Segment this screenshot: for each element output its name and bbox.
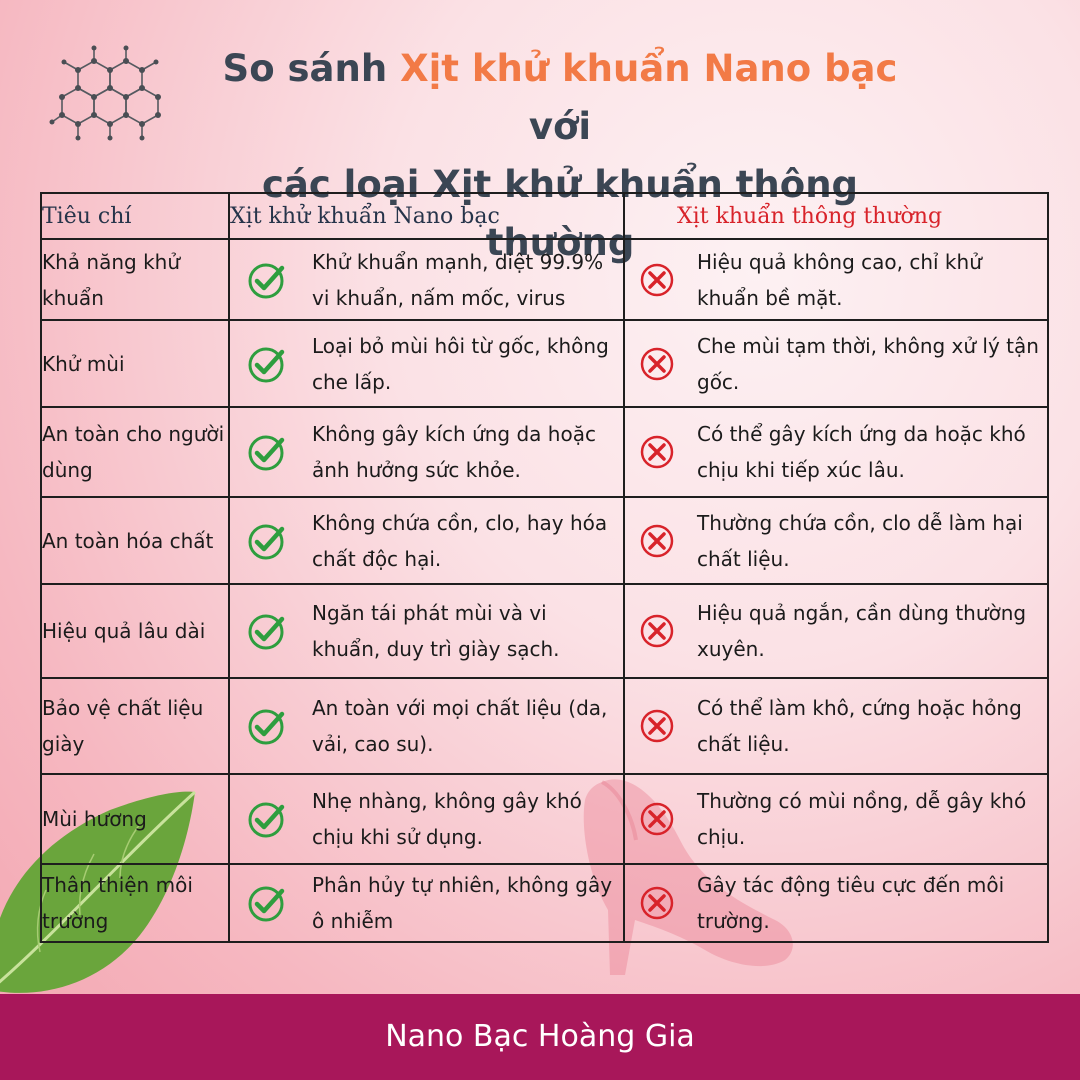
row-nano-cell bbox=[229, 407, 624, 497]
row-regular-text: Hiệu quả ngắn, cần dùng thường xuyên. bbox=[697, 601, 1027, 661]
x-circle-icon bbox=[637, 799, 677, 839]
table-row bbox=[41, 407, 1048, 497]
row-regular-text: Thường có mùi nồng, dễ gây khó chịu. bbox=[697, 789, 1027, 849]
row-criteria: Khử mùi bbox=[41, 320, 229, 407]
row-nano-text: Không gây kích ứng da hoặc ảnh hưởng sức khỏe. bbox=[312, 422, 596, 482]
header-criteria: Tiêu chí bbox=[41, 193, 229, 239]
check-circle-icon bbox=[246, 611, 286, 651]
x-circle-icon bbox=[637, 344, 677, 384]
table-row bbox=[41, 320, 1048, 407]
row-criteria: An toàn cho người dùng bbox=[41, 407, 229, 497]
check-circle-icon bbox=[246, 799, 286, 839]
check-circle-icon bbox=[246, 344, 286, 384]
x-circle-icon bbox=[637, 883, 677, 923]
x-circle-icon bbox=[637, 521, 677, 561]
table-row bbox=[41, 678, 1048, 774]
check-circle-icon bbox=[246, 883, 286, 923]
row-regular-text: Gây tác động tiêu cực đến môi trường. bbox=[697, 873, 1005, 933]
row-nano-text: Phân hủy tự nhiên, không gây ô nhiễm bbox=[312, 873, 613, 933]
molecule-icon bbox=[48, 42, 166, 154]
header-nano: Xịt khử khuẩn Nano bạc bbox=[229, 193, 624, 239]
footer-brand: Nano Bạc Hoàng Gia bbox=[0, 994, 1080, 1080]
row-nano-cell bbox=[229, 774, 624, 864]
table-header-row bbox=[41, 193, 1048, 239]
check-circle-icon bbox=[246, 260, 286, 300]
title-highlight: Xịt khử khuẩn Nano bạc bbox=[400, 47, 898, 90]
row-nano-cell bbox=[229, 864, 624, 942]
row-nano-cell bbox=[229, 497, 624, 584]
check-circle-icon bbox=[246, 706, 286, 746]
row-regular-text: Hiệu quả không cao, chỉ khử khuẩn bề mặt. bbox=[697, 249, 982, 310]
row-regular-cell bbox=[624, 407, 1048, 497]
row-criteria: Bảo vệ chất liệu giày bbox=[41, 678, 229, 774]
row-regular-cell bbox=[624, 864, 1048, 942]
check-circle-icon bbox=[246, 432, 286, 472]
row-criteria: Hiệu quả lâu dài bbox=[41, 584, 229, 678]
row-regular-cell bbox=[624, 239, 1048, 320]
row-regular-cell bbox=[624, 320, 1048, 407]
table-row bbox=[41, 864, 1048, 942]
table-row bbox=[41, 584, 1048, 678]
row-regular-cell bbox=[624, 774, 1048, 864]
row-regular-text: Che mùi tạm thời, không xử lý tận gốc. bbox=[697, 333, 1039, 394]
row-nano-text: Không chứa cồn, clo, hay hóa chất độc hại. bbox=[312, 510, 608, 571]
row-criteria: An toàn hóa chất bbox=[41, 497, 229, 584]
x-circle-icon bbox=[637, 432, 677, 472]
row-nano-cell bbox=[229, 239, 624, 320]
row-regular-text: Thường chứa cồn, clo dễ làm hại chất liệu. bbox=[697, 510, 1023, 571]
comparison-table bbox=[40, 192, 1049, 943]
title-part-1: So sánh bbox=[222, 47, 401, 90]
row-nano-text: Khử khuẩn mạnh, diệt 99.9% vi khuẩn, nấm mốc, virus bbox=[312, 249, 604, 310]
title-part-2: với bbox=[528, 105, 592, 148]
row-nano-cell bbox=[229, 678, 624, 774]
row-regular-text: Có thể gây kích ứng da hoặc khó chịu khi tiếp xúc lâu. bbox=[697, 422, 1026, 482]
row-nano-text: Loại bỏ mùi hôi từ gốc, không che lấp. bbox=[312, 333, 609, 394]
row-regular-text: Có thể làm khô, cứng hoặc hỏng chất liệu. bbox=[697, 696, 1022, 756]
row-nano-text: Ngăn tái phát mùi và vi khuẩn, duy trì giày sạch. bbox=[312, 601, 560, 661]
table-row bbox=[41, 497, 1048, 584]
title-line-2: các loại Xịt khử khuẩn thông thường bbox=[261, 163, 859, 264]
check-circle-icon bbox=[246, 521, 286, 561]
row-regular-cell bbox=[624, 584, 1048, 678]
x-circle-icon bbox=[637, 611, 677, 651]
table-row bbox=[41, 239, 1048, 320]
row-regular-cell bbox=[624, 497, 1048, 584]
title-line-1 bbox=[190, 40, 930, 156]
row-nano-text: Nhẹ nhàng, không gây khó chịu khi sử dụng. bbox=[312, 789, 582, 849]
row-criteria: Thân thiện môi trường bbox=[41, 864, 229, 942]
table-row bbox=[41, 774, 1048, 864]
row-nano-cell bbox=[229, 584, 624, 678]
row-nano-text: An toàn với mọi chất liệu (da, vải, cao su). bbox=[312, 696, 608, 756]
x-circle-icon bbox=[637, 260, 677, 300]
row-criteria: Mùi hương bbox=[41, 774, 229, 864]
row-regular-cell bbox=[624, 678, 1048, 774]
row-criteria: Khả năng khử khuẩn bbox=[41, 239, 229, 320]
x-circle-icon bbox=[637, 706, 677, 746]
header-regular: Xịt khuẩn thông thường bbox=[624, 193, 1048, 239]
row-nano-cell bbox=[229, 320, 624, 407]
